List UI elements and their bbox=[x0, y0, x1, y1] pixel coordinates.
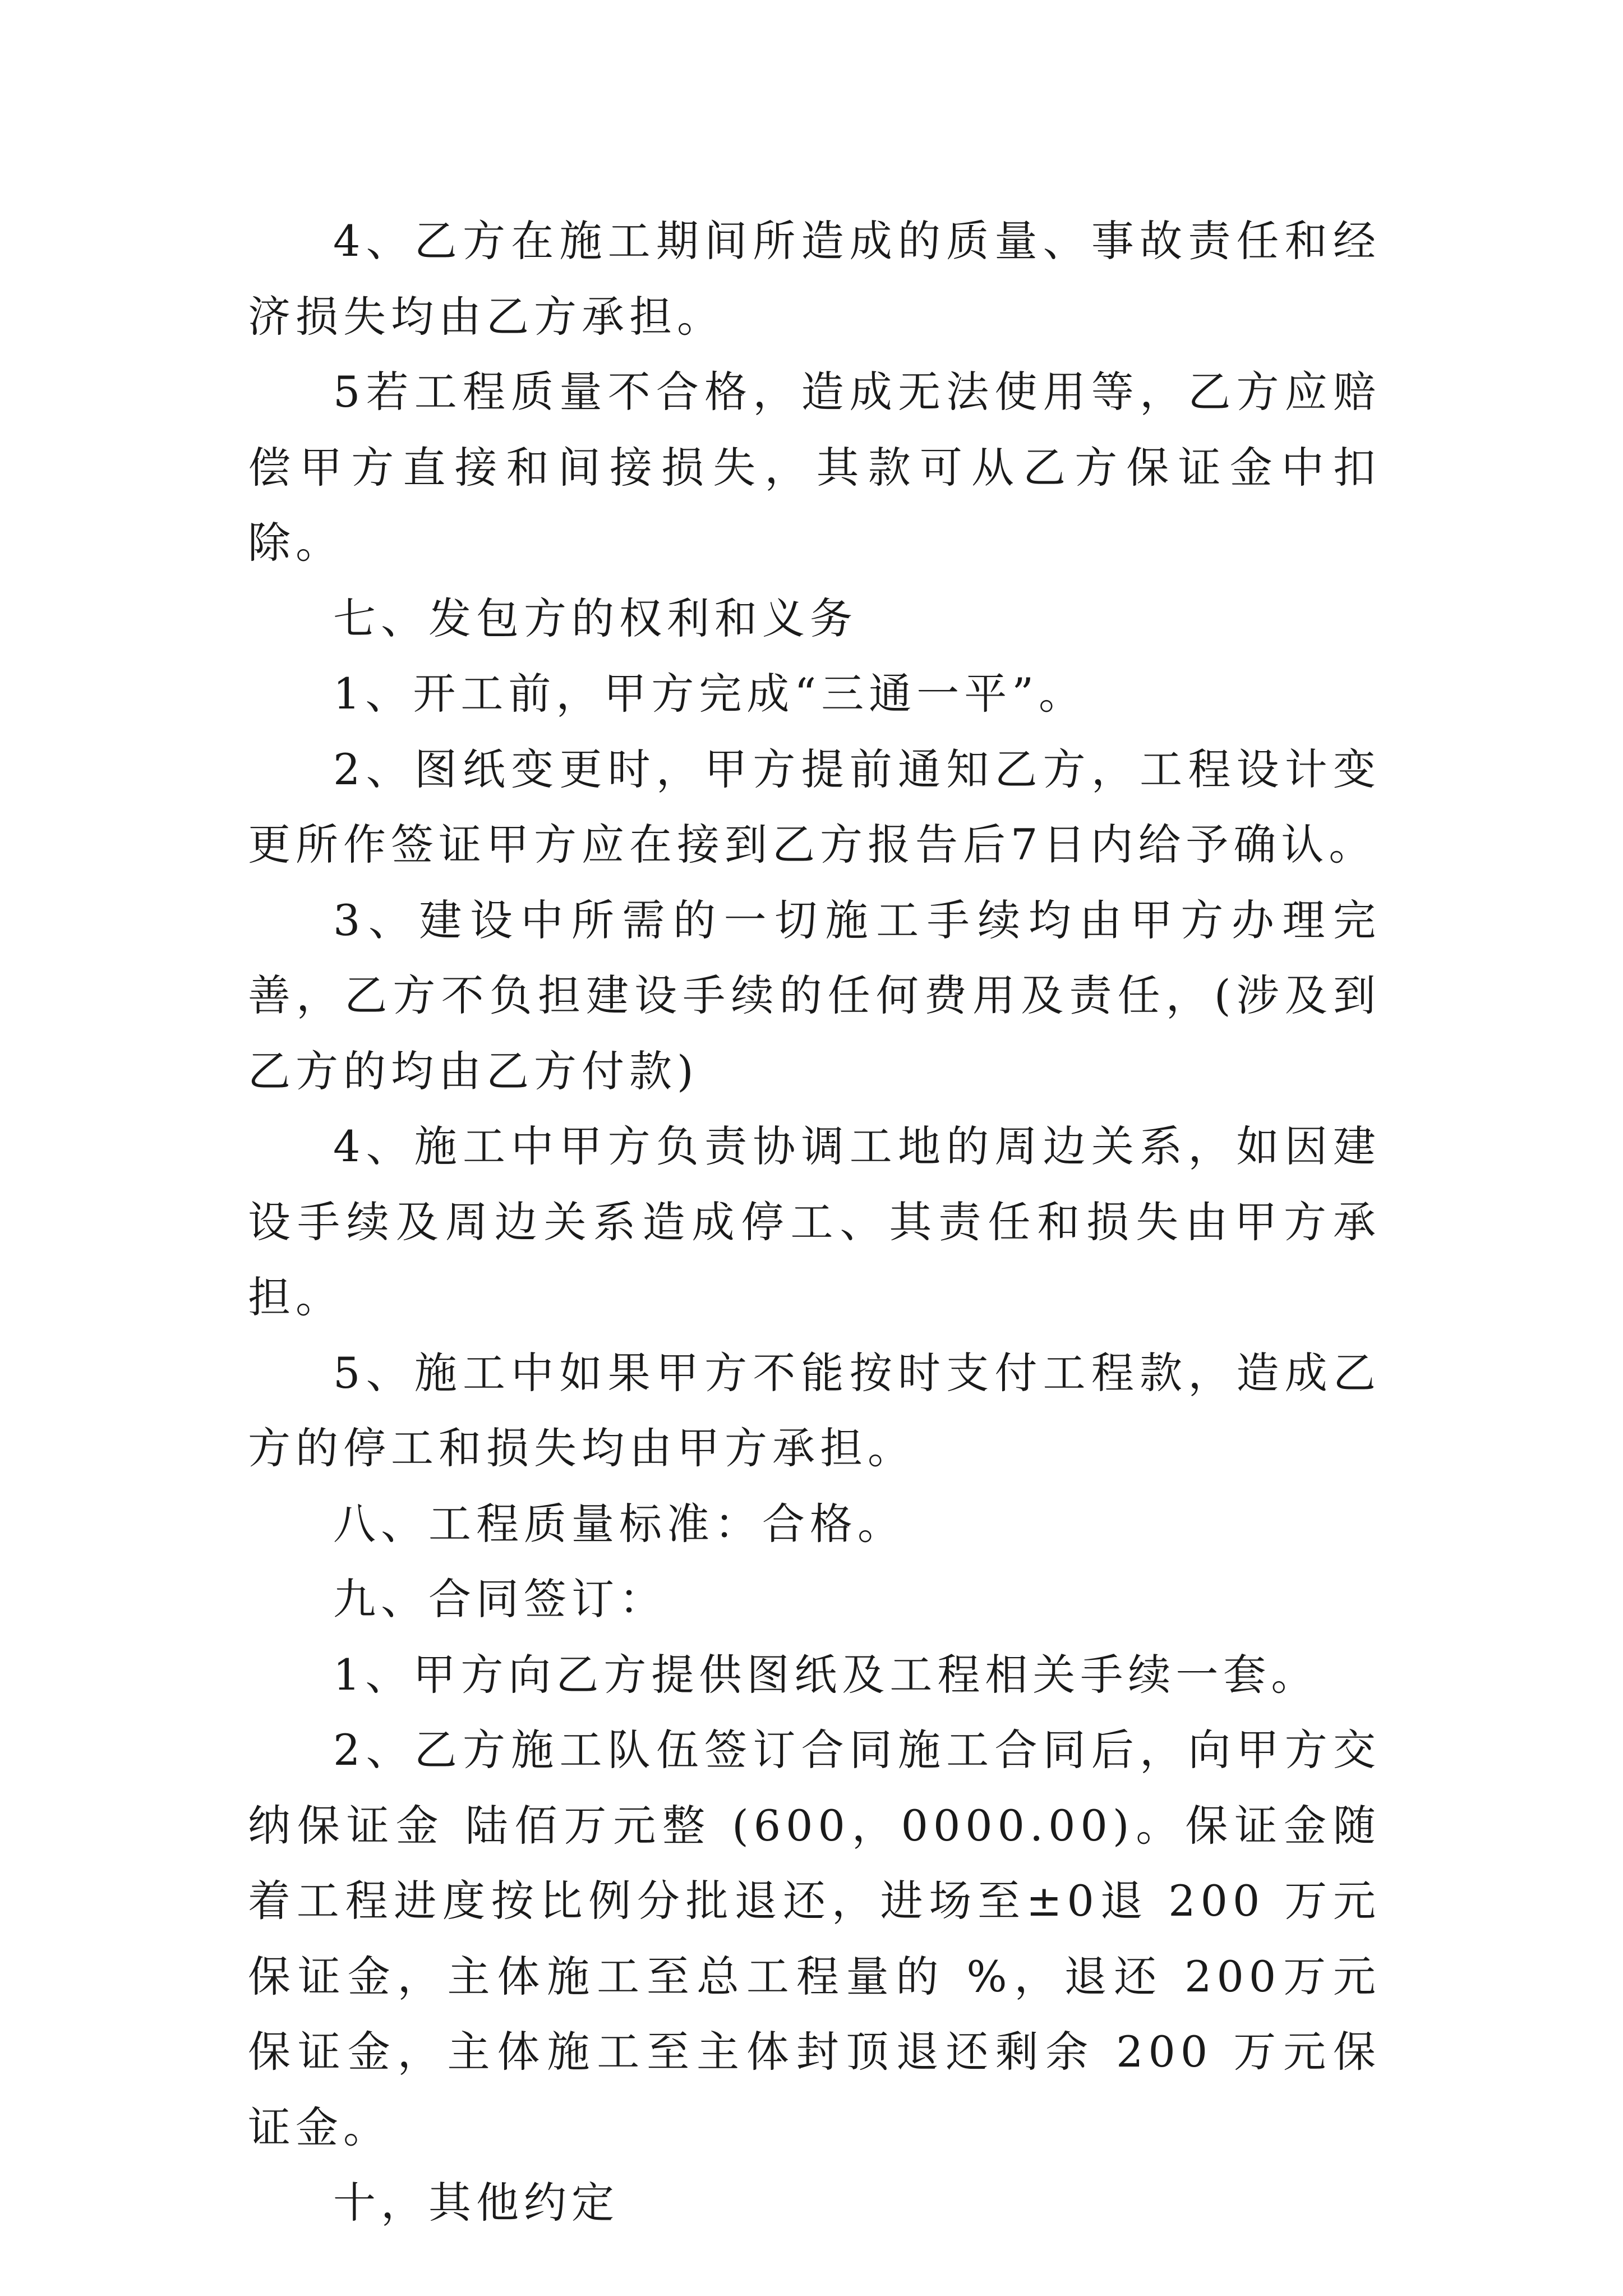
paragraph-payment-delay: 5、施工中如果甲方不能按时支付工程款，造成乙方的停工和损失均由甲方承担。 bbox=[248, 1347, 1381, 1473]
paragraph-contractor-liability: 4、乙方在施工期间所造成的质量、事故责任和经济损失均由乙方承担。 bbox=[248, 216, 1381, 342]
paragraph-deposit-terms: 2、乙方施工队伍签订合同施工合同后，向甲方交纳保证金 陆佰万元整 (600，0000.00)。保证金随着工程进度按比例分批退还，进场至±0退 200 万元保证金，主体施工至总工程量的 %，退还 200万元 保证金，主体施工至主体封顶退还剩余 200 万元保证金。 bbox=[248, 1725, 1381, 2152]
section-heading-quality-standard: 八、工程质量标准：合格。 bbox=[333, 1498, 905, 1549]
section-heading-contract-signing: 九、合同签订： bbox=[333, 1574, 667, 1624]
section-heading-employer-rights: 七、发包方的权利和义务 bbox=[333, 593, 857, 643]
paragraph-documents-provided: 1、甲方向乙方提供图纸及工程相关手续一套。 bbox=[333, 1649, 1319, 1700]
paragraph-quality-compensation: 5若工程质量不合格，造成无法使用等，乙方应赔偿甲方直接和间接损失，其款可从乙方保证金中扣除。 bbox=[248, 367, 1381, 568]
paragraph-construction-permits: 3、建设中所需的一切施工手续均由甲方办理完善，乙方不负担建设手续的任何费用及责任，(涉及到乙方的均由乙方付款) bbox=[248, 895, 1381, 1096]
paragraph-site-coordination: 4、施工中甲方负责协调工地的周边关系，如因建设手续及周边关系造成停工、其责任和损失由甲方承担。 bbox=[248, 1121, 1381, 1322]
document-body bbox=[248, 204, 1381, 2241]
paragraph-site-preparation: 1、开工前，甲方完成“三通一平”。 bbox=[333, 669, 1087, 719]
paragraph-drawing-changes: 2、图纸变更时，甲方提前通知乙方，工程设计变更所作签证甲方应在接到乙方报告后7日内给予确认。 bbox=[248, 744, 1381, 869]
section-heading-other-terms: 十，其他约定 bbox=[333, 2178, 619, 2228]
